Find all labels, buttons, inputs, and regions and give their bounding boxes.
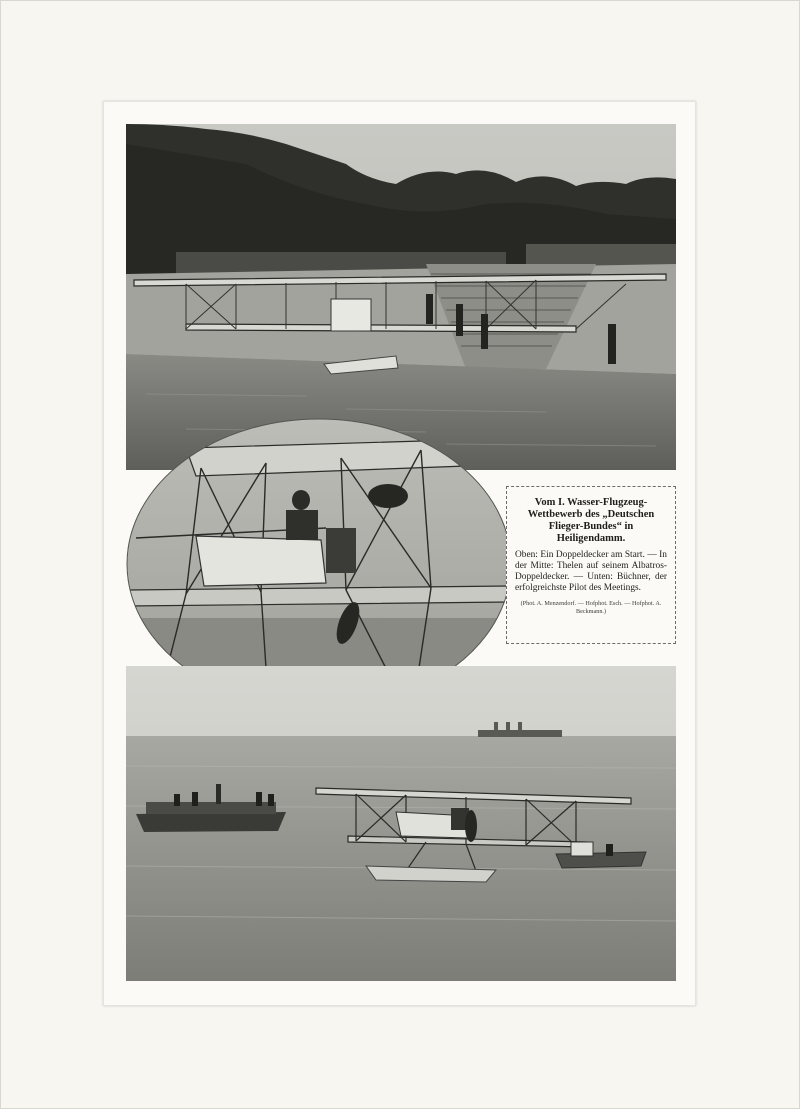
bottom-photo-buechner-seaplane [126,666,676,981]
caption-title: Vom I. Wasser-Flugzeug-Wettbewerb des „Deutschen Flieger-Bundes“ in Heiligendamm. [527,497,655,544]
caption-box [506,486,676,644]
bottom-photo-illustration [126,666,676,981]
caption-credits: (Phot. A. Menzendorf. — Hofphot. Esch. — Hofphot. A. Beckmann.) [520,600,662,615]
caption-body: Oben: Ein Doppeldecker am Start. — In der Mitte: Thelen auf seinem Albatros-Doppeldecker. — Unten: Büchner, der erfolgreichste Pilot des Meetings. [515,550,667,593]
